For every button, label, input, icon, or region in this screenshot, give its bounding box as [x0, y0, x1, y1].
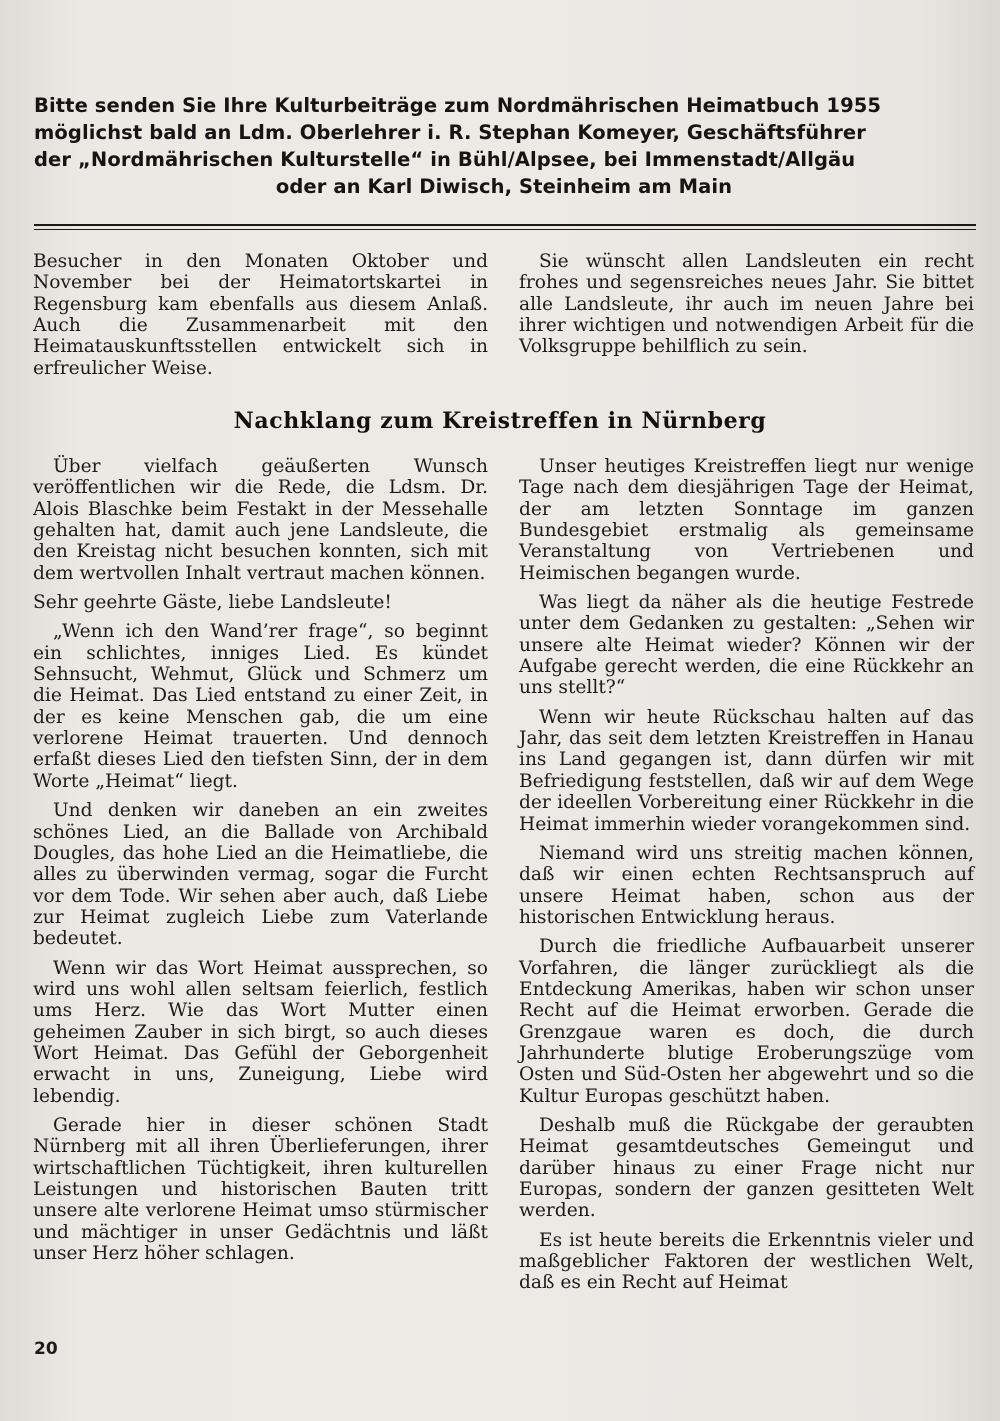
paragraph: Wenn wir das Wort Heimat aussprechen, so wird uns wohl allen seltsam feierlich, festlich ums Herz. Wie das Wort Mutter einen geheimen Zauber in sich birgt, so auch dieses Wort Heimat. Das Gefühl der Geborgenheit erwacht in uns, Zuneigung, Liebe wird lebendig.: [33, 957, 488, 1107]
top-right-paragraph: Sie wünscht allen Landsleuten ein recht frohes und segensreiches neues Jahr. Sie bittet alle Landsleute, ihr auch im neuen Jahre bei ihrer wichtigen und notwendigen Arbeit für die Volksgruppe behilflich zu sein.: [519, 251, 974, 358]
top-right-column: [519, 251, 974, 366]
paragraph: Wenn wir heute Rückschau halten auf das Jahr, das seit dem letzten Kreistreffen in Hanau ins Land gegangen ist, dann dürfen wir mit Befriedigung feststellen, daß wir auf dem Wege der ideellen Vorbereitung einer Rückkehr in die Heimat immerhin wieder vorangekommen sind.: [519, 706, 974, 835]
top-left-column: [33, 251, 488, 387]
notice-line-3: der „Nordmährischen Kulturstelle“ in Bühl/Alpsee, bei Immenstadt/Allgäu: [34, 148, 856, 171]
paragraph: Unser heutiges Kreistreffen liegt nur wenige Tage nach dem diesjährigen Tage der Heimat, der am letzten Sonntage im ganzen Bundesgebiet erstmalig als gemeinsame Veranstaltung von Vertriebenen und Heimischen begangen wurde.: [519, 456, 974, 584]
contribution-notice: [34, 92, 974, 200]
top-left-paragraph: Besucher in den Monaten Oktober und November bei der Heimatortskartei in Regensburg kam ebenfalls aus diesem Anlaß. Auch die Zusammenarbeit mit den Heimatauskunftsstellen entwickelt sich in erfreulicher Weise.: [33, 251, 488, 379]
paragraph: Und denken wir daneben an ein zweites schönes Lied, an die Ballade von Archibald Dougles, das hohe Lied an die Heimatliebe, die alles zu überwinden vermag, sogar die Furcht vor dem Tode. Wir sehen aber auch, daß Liebe zur Heimat zugleich Liebe zum Vaterlande bedeutet.: [33, 800, 488, 950]
paragraph: Deshalb muß die Rückgabe der geraubten Heimat gesamtdeutsches Gemeingut und darüber hinaus zu einer Frage nicht nur Europas, sondern der ganzen gesitteten Welt werden.: [519, 1114, 974, 1222]
article-right-column: [519, 456, 974, 1302]
salutation: Sehr geehrte Gäste, liebe Landsleute!: [33, 592, 392, 614]
paragraph: Über vielfach geäußerten Wunsch veröffentlichen wir die Rede, die Ldsm. Dr. Alois Blaschke beim Festakt in der Messehalle gehalten hat, damit auch jene Landsleute, die den Kreistag nicht besuchen konnten, sich mit dem wertvollen Inhalt vertraut machen können.: [33, 456, 488, 584]
divider-rule: [34, 224, 976, 226]
divider-rule-thin: [34, 229, 976, 230]
page-number: 20: [34, 1339, 58, 1359]
paragraph: Gerade hier in dieser schönen Stadt Nürnberg mit all ihren Überlieferungen, ihrer wirtschaftlichen Tüchtigkeit, ihren kulturellen Leistungen und historischen Bauten tritt unsere alte verlorene Heimat umso stürmischer und mächtiger in unser Gedächtnis und läßt unser Herz höher schlagen.: [33, 1114, 488, 1265]
article-heading: Nachklang zum Kreistreffen in Nürnberg: [233, 408, 767, 434]
notice-line-2: möglichst bald an Ldm. Oberlehrer i. R. Stephan Komeyer, Geschäftsführer: [34, 121, 866, 144]
paragraph: „Wenn ich den Wand’rer frage“, so beginnt ein schlichtes, inniges Lied. Es kündet Sehnsucht, Wehmut, Glück und Schmerz um die Heimat. Das Lied entstand zu einer Zeit, in der es keine Menschen gab, die um eine verlorene Heimat trauerten. Und dennoch erfaßt dieses Lied den tiefsten Sinn, der in dem Worte „Heimat“ liegt.: [33, 621, 488, 792]
notice-line-1: Bitte senden Sie Ihre Kulturbeiträge zum Nordmährischen Heimatbuch 1955: [34, 94, 882, 117]
paragraph: Es ist heute bereits die Erkenntnis vieler und maßgeblicher Faktoren der westlichen Welt, daß es ein Recht auf Heimat: [519, 1229, 974, 1294]
paragraph: Niemand wird uns streitig machen können, daß wir einen echten Rechtsanspruch auf unsere Heimat haben, schon aus der historischen Entwicklung heraus.: [519, 842, 974, 928]
paragraph: Was liegt da näher als die heutige Festrede unter dem Gedanken zu gestalten: „Sehen wir unsere alte Heimat wieder? Können wir der Aufgabe gerecht werden, die eine Rückkehr an uns stellt?“: [519, 592, 974, 699]
paragraph: Durch die friedliche Aufbauarbeit unserer Vorfahren, die länger zurückliegt als die Entdeckung Amerikas, haben wir schon unser Recht auf die Heimat erworben. Gerade die Grenzgaue waren es doch, die durch Jahrhunderte blutige Eroberungszüge vom Osten und Süd-Osten her abgewehrt und so die Kultur Europas geschützt haben.: [519, 936, 974, 1107]
article-left-column: [33, 456, 488, 1272]
notice-line-4: oder an Karl Diwisch, Steinheim am Main: [275, 175, 733, 198]
